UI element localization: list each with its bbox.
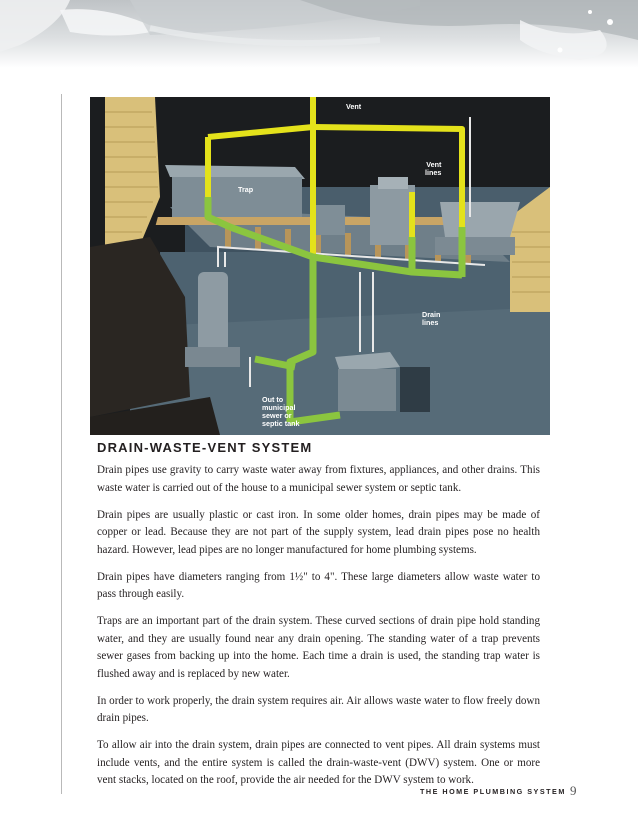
margin-rule: [61, 94, 62, 794]
section-heading: DRAIN-WASTE-VENT SYSTEM: [97, 440, 313, 455]
callout-drain-lines: Drain lines: [422, 310, 441, 327]
callout-trap: Trap: [238, 185, 254, 194]
body-text: [97, 462, 540, 799]
page-number: 9: [570, 783, 577, 798]
paragraph: In order to work properly, the drain system requires air. Air allows waste water to flow freely down drain pipes.: [97, 694, 540, 724]
faucet-splash-image: [0, 0, 638, 68]
callout-vent-lines: Vent lines: [425, 160, 442, 177]
paragraph: Drain pipes are usually plastic or cast iron. In some older homes, drain pipes may be made of copper or lead. Because they are not part of the supply system, lead drain pipes pose no health hazard. However, lead pipes are no longer manufactured for home plumbing systems.: [97, 508, 540, 556]
paragraph: To allow air into the drain system, drain pipes are connected to vent pipes. All drain systems must include vents, and the entire system is called the drain-waste-vent (DWV) system. One or more vent stacks, located on the roof, provide the air needed for the DWV system to work.: [97, 739, 540, 786]
callout-out-to-sewer: Out to municipal sewer or septic tank: [262, 395, 300, 428]
paragraph: Drain pipes have diameters ranging from 1½" to 4". These large diameters allow waste water to pass through easily.: [97, 570, 540, 600]
running-footer: THE HOME PLUMBING SYSTEM: [420, 787, 566, 796]
plumbing-cutaway-drawing: [90, 97, 550, 435]
paragraph: Drain pipes use gravity to carry waste water away from fixtures, appliances, and other drains. This waste water is carried out of the house to a municipal sewer system or septic tank.: [97, 464, 540, 494]
dwv-illustration: [90, 97, 550, 435]
callout-vent: Vent: [346, 102, 362, 111]
paragraph: Traps are an important part of the drain system. These curved sections of drain pipe hold standing water, and they are usually found near any drain opening. The standing water of a trap prevents sewer gases from backing up into the home. Each time a drain is used, the standing trap water is flushed away and is replaced by new water.: [97, 615, 540, 680]
header-photo-band: [0, 0, 638, 68]
